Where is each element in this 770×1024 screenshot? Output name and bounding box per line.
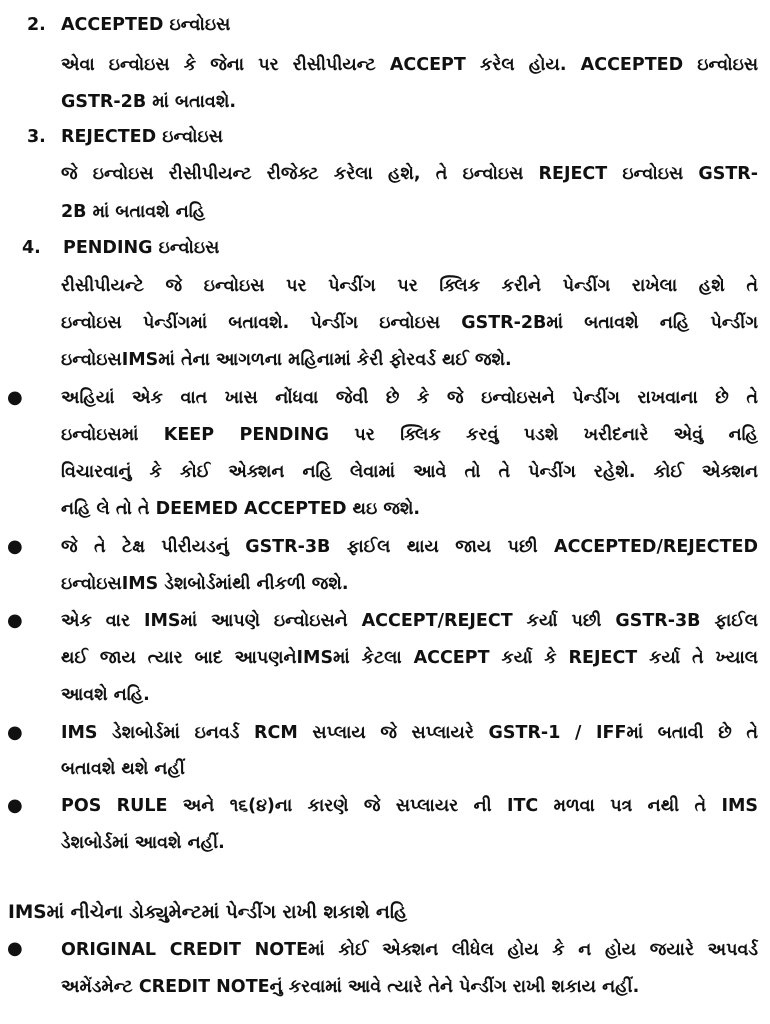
paragraph-line: IMS ડેશબોર્ડમાં ઇનવર્ડ RCM સપ્લાય જે સપ્લાયરે GSTR-1 / IFFમાં બતાવી છે તે	[61, 723, 758, 743]
paragraph-line: ડેશબોર્ડમાં આવશે નહીં.	[61, 833, 225, 853]
paragraph-line: POS RULE અને ૧૬(૪)ના કારણે જે સપ્લાયર ની ITC મળવા પત્ર નથી તે IMS	[61, 796, 758, 816]
bullet-icon: ●	[7, 536, 23, 557]
paragraph-line: GSTR-2B માં બતાવશે.	[61, 92, 236, 112]
paragraph-line: 2B માં બતાવશે નહિ	[61, 202, 206, 222]
paragraph-line: ઇન્વોઇસIMS ડેશબોર્ડમાંથી નીકળી જશે.	[61, 574, 349, 594]
item-number: 2.	[27, 15, 46, 35]
paragraph-line: અહિયાં એક વાત ખાસ નોંધવા જેવી છે કે જે ઇન્વોઇસને પેન્ડીંગ રાખવાના છે તે	[61, 388, 758, 408]
bullet-icon: ●	[7, 722, 23, 743]
item-number: 3.	[27, 127, 46, 147]
paragraph-line: આવશે નહિ.	[61, 685, 150, 705]
paragraph-line: ઇન્વોઇસ પેન્ડીંગમાં બતાવશે. પેન્ડીંગ ઇન્વોઇસ GSTR-2Bમાં બતાવશે નહિ પેન્ડીંગ	[61, 313, 758, 333]
bullet-icon: ●	[7, 795, 23, 816]
item-title: REJECTED ઇન્વોઇસ	[61, 127, 223, 147]
bullet-icon: ●	[7, 610, 23, 631]
paragraph-line: અમેંડમેન્ટ CREDIT NOTEનું કરવામાં આવે ત્યારે તેને પેન્ડીંગ રાખી શકાય નહીં.	[61, 977, 640, 997]
paragraph-line: ORIGINAL CREDIT NOTEમાં કોઈ એક્શન લીધેલ હોય કે ન હોય જયારે અપવર્ડ	[61, 940, 758, 960]
paragraph-line: નહિ લે તો તે DEEMED ACCEPTED થઇ જશે.	[61, 499, 421, 519]
paragraph-line: એક વાર IMSમાં આપણે ઇન્વોઇસને ACCEPT/REJECT કર્યા પછી GSTR-3B ફાઈલ	[61, 611, 758, 631]
item-title: PENDING ઇન્વોઇસ	[63, 238, 220, 258]
paragraph-line: ઇન્વોઇસમાં KEEP PENDING પર ક્લિક કરવું પડશે ખરીદનારે એવું નહિ	[61, 425, 758, 445]
paragraph-line: જે ઇન્વોઇસ રીસીપીયન્ટ રીજેક્ટ કરેલા હશે, તે ઇન્વોઇસ REJECT ઇન્વોઇસ GSTR-	[61, 164, 758, 184]
paragraph-line: ઇન્વોઇસIMSમાં તેના આગળના મહિનામાં કેરી ફોરવર્ડ થઈ જશે.	[61, 350, 512, 370]
section-heading: IMSમાં નીચેના ડોક્યુમેન્ટમાં પેન્ડીંગ રાખી શકાશે નહિ	[8, 902, 408, 923]
paragraph-line: થઈ જાય ત્યાર બાદ આપણનેIMSમાં કેટલા ACCEPT કર્યા કે REJECT કર્યા તે ખ્યાલ	[61, 648, 758, 668]
paragraph-line: રીસીપીયન્ટે જે ઇન્વોઇસ પર પેન્ડીંગ પર ક્લિક કરીને પેન્ડીંગ રાખેલા હશે તે	[61, 276, 758, 296]
item-number: 4.	[22, 238, 41, 258]
paragraph-line: જે તે ટેક્ષ પીરીયડનું GSTR-3B ફાઈલ થાય જાય પછી ACCEPTED/REJECTED	[61, 537, 758, 557]
bullet-icon: ●	[7, 387, 23, 408]
paragraph-line: બતાવશે થશે નહીં	[61, 759, 185, 779]
item-title: ACCEPTED ઇન્વોઇસ	[61, 15, 231, 35]
paragraph-line: એવા ઇન્વોઇસ કે જેના પર રીસીપીયન્ટ ACCEPT કરેલ હોય. ACCEPTED ઇન્વોઇસ	[61, 55, 758, 75]
bullet-icon: ●	[7, 938, 23, 959]
paragraph-line: વિચારવાનું કે કોઈ એક્શન નહિ લેવામાં આવે તો તે પેન્ડીંગ રહેશે. કોઈ એક્શન	[61, 462, 759, 482]
